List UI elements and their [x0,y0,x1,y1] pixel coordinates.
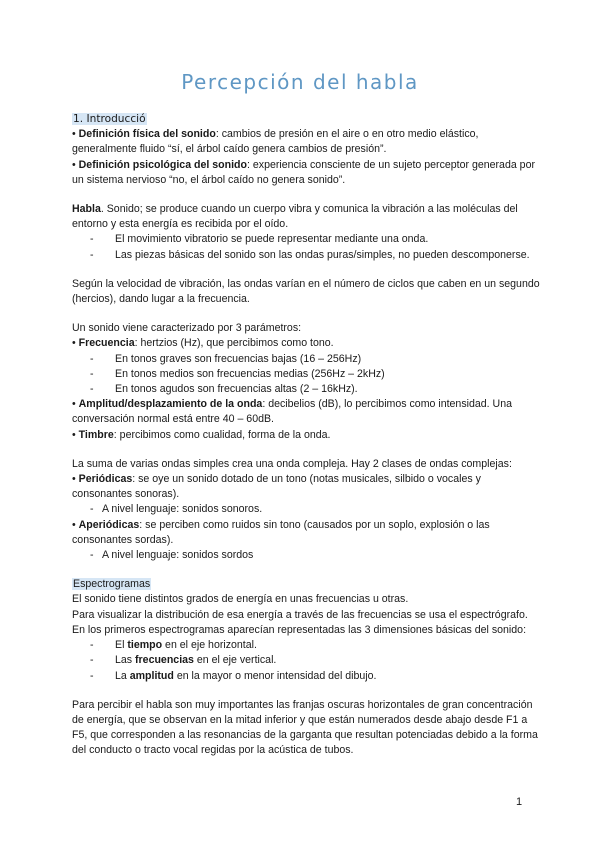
periodicas-item: • Periódicas: se oye un sonido dotado de un tono (notas musicales, silbido o vocales y consonantes sonoras). [72,473,481,501]
list-item: - En tonos graves son frecuencias bajas (16 – 256Hz) [72,352,542,367]
espectrogramas-line: Para visualizar la distribución de esa energía a través de las frecuencias se usa el espectrógrafo. [72,608,528,621]
espectrogramas-line: El sonido tiene distintos grados de energía en unas frecuencias u otras. [72,593,409,606]
list-item: - En tonos agudos son frecuencias altas (2 – 16kHz). [72,382,542,397]
list-item: - A nivel lenguaje: sonidos sonoros. [72,502,542,517]
habla-paragraph: Habla. Sonido; se produce cuando un cuerpo vibra y comunica la vibración a las moléculas del entorno y esta energía es recibida por el oído. [72,203,518,231]
page-title: Percepción del habla [181,70,419,94]
espectrogramas-final-paragraph: Para percibir el habla son muy importantes las franjas oscuras horizontales de gran concentración de energía, que se observan en la mitad inferior y que están numerados desde abajo desde F1 a F5, que corresponden a las resonancias de la garganta que resultan potenciadas debido a la forma del conducto o tracto vocal regidas por la acústica de tubos. [72,698,538,757]
list-item: - El movimiento vibratorio se puede representar mediante una onda. [72,232,542,247]
list-item: - Las piezas básicas del sonido son las ondas puras/simples, no pueden descomponerse. [72,248,542,263]
definition-psychological: • Definición psicológica del sonido: experiencia consciente de un sujeto perceptor generada por un sistema nervioso “no, el árbol caído no genera sonido”. [72,158,535,186]
list-item: - La amplitud en la mayor o menor intensidad del dibujo. [72,669,542,684]
list-item: - En tonos medios son frecuencias medias (256Hz – 2kHz) [72,367,542,382]
complejas-intro: La suma de varias ondas simples crea una onda compleja. Hay 2 clases de ondas complejas: [72,457,512,470]
espectrogramas-line: En los primeros espectrogramas aparecían representadas las 3 dimensiones básicas del sonido: [72,623,527,636]
timbre-item: • Timbre: percibimos como cualidad, forma de la onda. [72,428,331,441]
velocidad-paragraph: Según la velocidad de vibración, las ondas varían en el número de ciclos que caben en un segundo (hercios), dando lugar a la frecuencia. [72,277,540,306]
page-number: 1 [516,796,523,808]
section-heading-introduccion: 1. Introducció [73,113,146,125]
list-item: - El tiempo en el eje horizontal. [72,638,542,653]
list-item: - Las frecuencias en el eje vertical. [72,653,542,668]
amplitud-item: • Amplitud/desplazamiento de la onda: decibelios (dB), lo percibimos como intensidad. Una conversación normal está entre 40 – 60dB. [72,398,512,426]
list-item: - A nivel lenguaje: sonidos sordos [72,548,542,563]
parametros-intro: Un sonido viene caracterizado por 3 parámetros: [72,322,302,335]
document-body [72,112,542,759]
frecuencia-item: • Frecuencia: hertzios (Hz), que percibimos como tono. [72,337,334,350]
definition-physical: • Definición física del sonido: cambios de presión en el aire o en otro medio elástico, generalmente fluido “sí, el árbol caído genera cambios de presión”. [72,128,479,156]
aperiodicas-item: • Aperiódicas: se perciben como ruidos sin tono (causados por un soplo, explosión o las consonantes sordas). [72,518,490,546]
section-heading-espectrogramas: Espectrogramas [73,578,151,591]
